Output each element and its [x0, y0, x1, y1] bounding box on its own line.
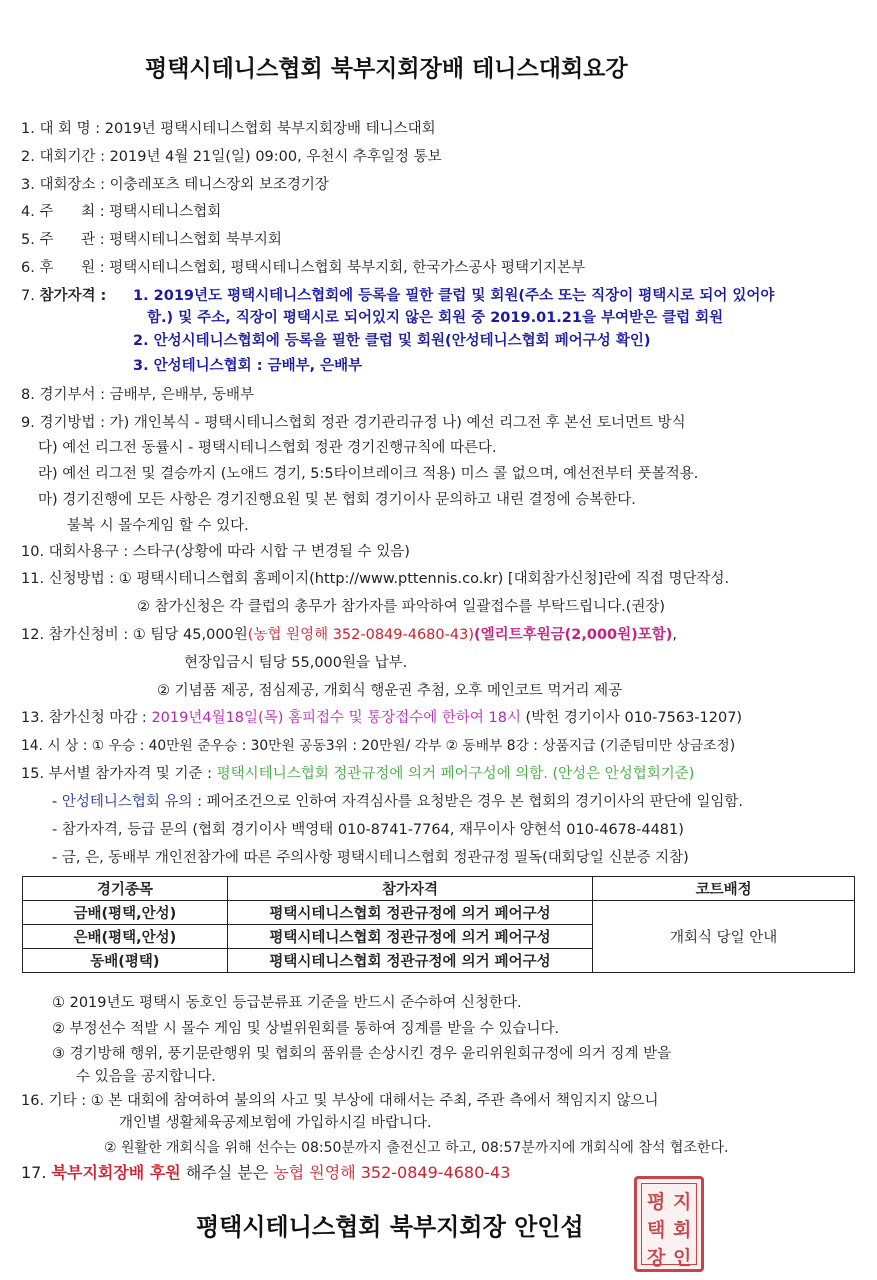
- table-cell-event: 동배(평택): [23, 949, 228, 973]
- table-header-event: 경기종목: [23, 877, 228, 901]
- anseong-note-text: : 페어조건으로 인하여 자격심사를 요청받은 경우 본 협회의 경기이사의 판단에 일임함.: [192, 794, 743, 810]
- item-method-line-1: 9. 경기방법 : 가) 개인복식 - 평택시테니스협회 정관 경기관리규정 나) 예선 리그전 후 본선 토너먼트 방식: [21, 415, 686, 431]
- fee-text: 12. 참가신청비 : ① 팀당 45,000원: [21, 627, 248, 643]
- eligibility-label: 참가자격 :: [39, 288, 107, 304]
- note-3-line-1: ③ 경기방해 행위, 풍기문란행위 및 협회의 품위를 손상시킨 경우 윤리위원회규정에 의거 징계 받을: [52, 1046, 672, 1062]
- fee-comma: ,: [672, 627, 678, 643]
- item-fee-line-1: [21, 624, 677, 646]
- criteria-sub-2: - 참가자격, 등급 문의 (협회 경기이사 백영태 010-8741-7764, 재무이사 양현석 010-4678-4481): [52, 822, 684, 838]
- table-row: [23, 901, 855, 925]
- note-3-line-2: 수 있음을 공지합니다.: [76, 1069, 216, 1085]
- item-other-line-1: 16. 기타 : ① 본 대회에 참여하여 불의의 사고 및 부상에 대해서는 주최, 주관 측에서 책임지지 않으니: [21, 1093, 659, 1109]
- item-criteria: [21, 763, 694, 785]
- table-cell-court: 개회식 당일 안내: [593, 901, 855, 973]
- fee-elite-donation: (엘리트후원금(2,000원)포함): [473, 627, 673, 643]
- item-deadline: [21, 707, 742, 729]
- official-seal: 평 지 택 회 장 인: [634, 1176, 704, 1272]
- item-method-line-4: 마) 경기진행에 모든 사항은 경기진행요원 및 본 협회 경기이사 문의하고 내린 결정에 승복한다.: [38, 492, 636, 508]
- deadline-date: 2019년4월18일(목) 홈피접수 및 통장접수에 한하여 18시: [151, 710, 521, 726]
- item-other-line-2: 개인별 생활체육공제보험에 가입하시길 바랍니다.: [119, 1115, 432, 1131]
- item-other-line-3: ② 원활한 개회식을 위해 선수는 08:50분까지 출전신고 하고, 08:57분까지에 개회식에 참석 협조한다.: [104, 1140, 729, 1156]
- table-header-row: [23, 877, 855, 901]
- note-2: ② 부정선수 적발 시 몰수 게임 및 상벌위원회를 통하여 징계를 받을 수 있습니다.: [52, 1021, 560, 1037]
- division-table: [22, 876, 855, 973]
- item-number: 17.: [21, 1163, 52, 1182]
- sponsor-label: 북부지회장배 후원: [51, 1163, 181, 1182]
- eligibility-line-3: 2. 안성시테니스협회에 등록을 필한 클럽 및 회원(안성테니스협회 페어구성 확인): [133, 333, 651, 349]
- item-event-venue: 3. 대회장소 : 이충레포츠 테니스장외 보조경기장: [21, 177, 329, 193]
- table-cell-qualification: 평택시테니스협회 정관규정에 의거 페어구성: [227, 949, 593, 973]
- item-apply-line-1: 11. 신청방법 : ① 평택시테니스협회 홈페이지(http://www.pttennis.co.kr) [대회참가신청]란에 직접 명단작성.: [21, 571, 730, 587]
- item-method-line-5: 불복 시 몰수게임 할 수 있다.: [67, 518, 249, 534]
- item-divisions: 8. 경기부서 : 금배부, 은배부, 동배부: [21, 387, 255, 403]
- item-fee-line-3: ② 기념품 제공, 점심제공, 개회식 행운권 추첨, 오후 메인코트 먹거리 제공: [157, 683, 623, 699]
- item-fee-line-2: 현장입금시 팀당 55,000원을 납부.: [184, 655, 408, 671]
- criteria-sub-1: [52, 791, 743, 813]
- eligibility-line-2: 함.) 및 주소, 직장이 평택시로 되어있지 않은 회원 중 2019.01.21을 부여받은 클럽 회원: [147, 310, 724, 326]
- item-eligibility-heading: [21, 285, 106, 307]
- table-cell-event: 은배(평택,안성): [23, 925, 228, 949]
- item-method-line-3: 라) 예선 리그전 및 결승까지 (노애드 경기, 5:5타이브레이크 적용) 미스 콜 없으며, 예선전부터 풋볼적용.: [38, 466, 699, 482]
- item-apply-line-2: ② 참가신청은 각 클럽의 총무가 참가자를 파악하여 일괄접수를 부탁드립니다.(권장): [137, 599, 666, 615]
- table-header-qualification: 참가자격: [227, 877, 593, 901]
- table-cell-event: 금배(평택,안성): [23, 901, 228, 925]
- item-prizes: 14. 시 상 : ① 우승 : 40만원 준우승 : 30만원 공동3위 : 20만원/ 각부 ② 동배부 8강 : 상품지급 (기준팀미만 상금조정): [21, 738, 736, 754]
- item-ball: 10. 대회사용구 : 스타구(상황에 따라 시합 구 변경될 수 있음): [21, 544, 410, 560]
- sponsor-account: 농협 원영해 352-0849-4680-43: [273, 1163, 511, 1182]
- sponsor-text: 해주실 분은: [180, 1163, 274, 1182]
- item-number: 7.: [21, 288, 40, 304]
- item-sponsor: 6. 후 원 : 평택시테니스협회, 평택시테니스협회 북부지회, 한국가스공사 평택기지본부: [21, 260, 586, 276]
- deadline-contact: (박헌 경기이사 010-7563-1207): [520, 710, 743, 726]
- page-title: 평택시테니스협회 북부지회장배 테니스대회요강: [145, 56, 628, 82]
- item-event-name: 1. 대 회 명 : 2019년 평택시테니스협회 북부지회장배 테니스대회: [21, 121, 436, 137]
- dash: -: [52, 794, 62, 810]
- signature-line: 평택시테니스협회 북부지회장 안인섭: [196, 1213, 584, 1241]
- item-host: 4. 주 최 : 평택시테니스협회: [21, 204, 222, 220]
- eligibility-line-4: 3. 안성테니스협회 : 금배부, 은배부: [133, 358, 363, 374]
- criteria-label: 15. 부서별 참가자격 및 기준 :: [21, 766, 217, 782]
- table-header-court: 코트배정: [593, 877, 855, 901]
- anseong-note-label: 안성테니스협회 유의: [61, 794, 193, 810]
- table-cell-qualification: 평택시테니스협회 정관규정에 의거 페어구성: [227, 925, 593, 949]
- note-1: ① 2019년도 평택시 동호인 등급분류표 기준을 반드시 준수하여 신청한다.: [52, 995, 522, 1011]
- table-cell-qualification: 평택시테니스협회 정관규정에 의거 페어구성: [227, 901, 593, 925]
- item-sponsor-request: [21, 1161, 510, 1185]
- criteria-rule: 평택시테니스협회 정관규정에 의거 페어구성에 의함. (안성은 안성협회기준): [216, 766, 695, 782]
- deadline-label: 13. 참가신청 마감 :: [21, 710, 152, 726]
- criteria-sub-3: - 금, 은, 동배부 개인전참가에 따른 주의사항 평택시테니스협회 정관규정 필독(대회당일 신분증 지참): [52, 850, 689, 866]
- item-event-period: 2. 대회기간 : 2019년 4월 21일(일) 09:00, 우천시 추후일정 통보: [21, 149, 442, 165]
- item-organizer: 5. 주 관 : 평택시테니스협회 북부지회: [21, 232, 282, 248]
- item-method-line-2: 다) 예선 리그전 동률시 - 평택시테니스협회 정관 경기진행규칙에 따른다.: [38, 440, 497, 456]
- eligibility-line-1: 1. 2019년도 평택시테니스협회에 등록을 필한 클럽 및 회원(주소 또는 직장이 평택시로 되어 있어야: [133, 288, 775, 304]
- fee-account: (농협 원영해 352-0849-4680-43): [247, 627, 474, 643]
